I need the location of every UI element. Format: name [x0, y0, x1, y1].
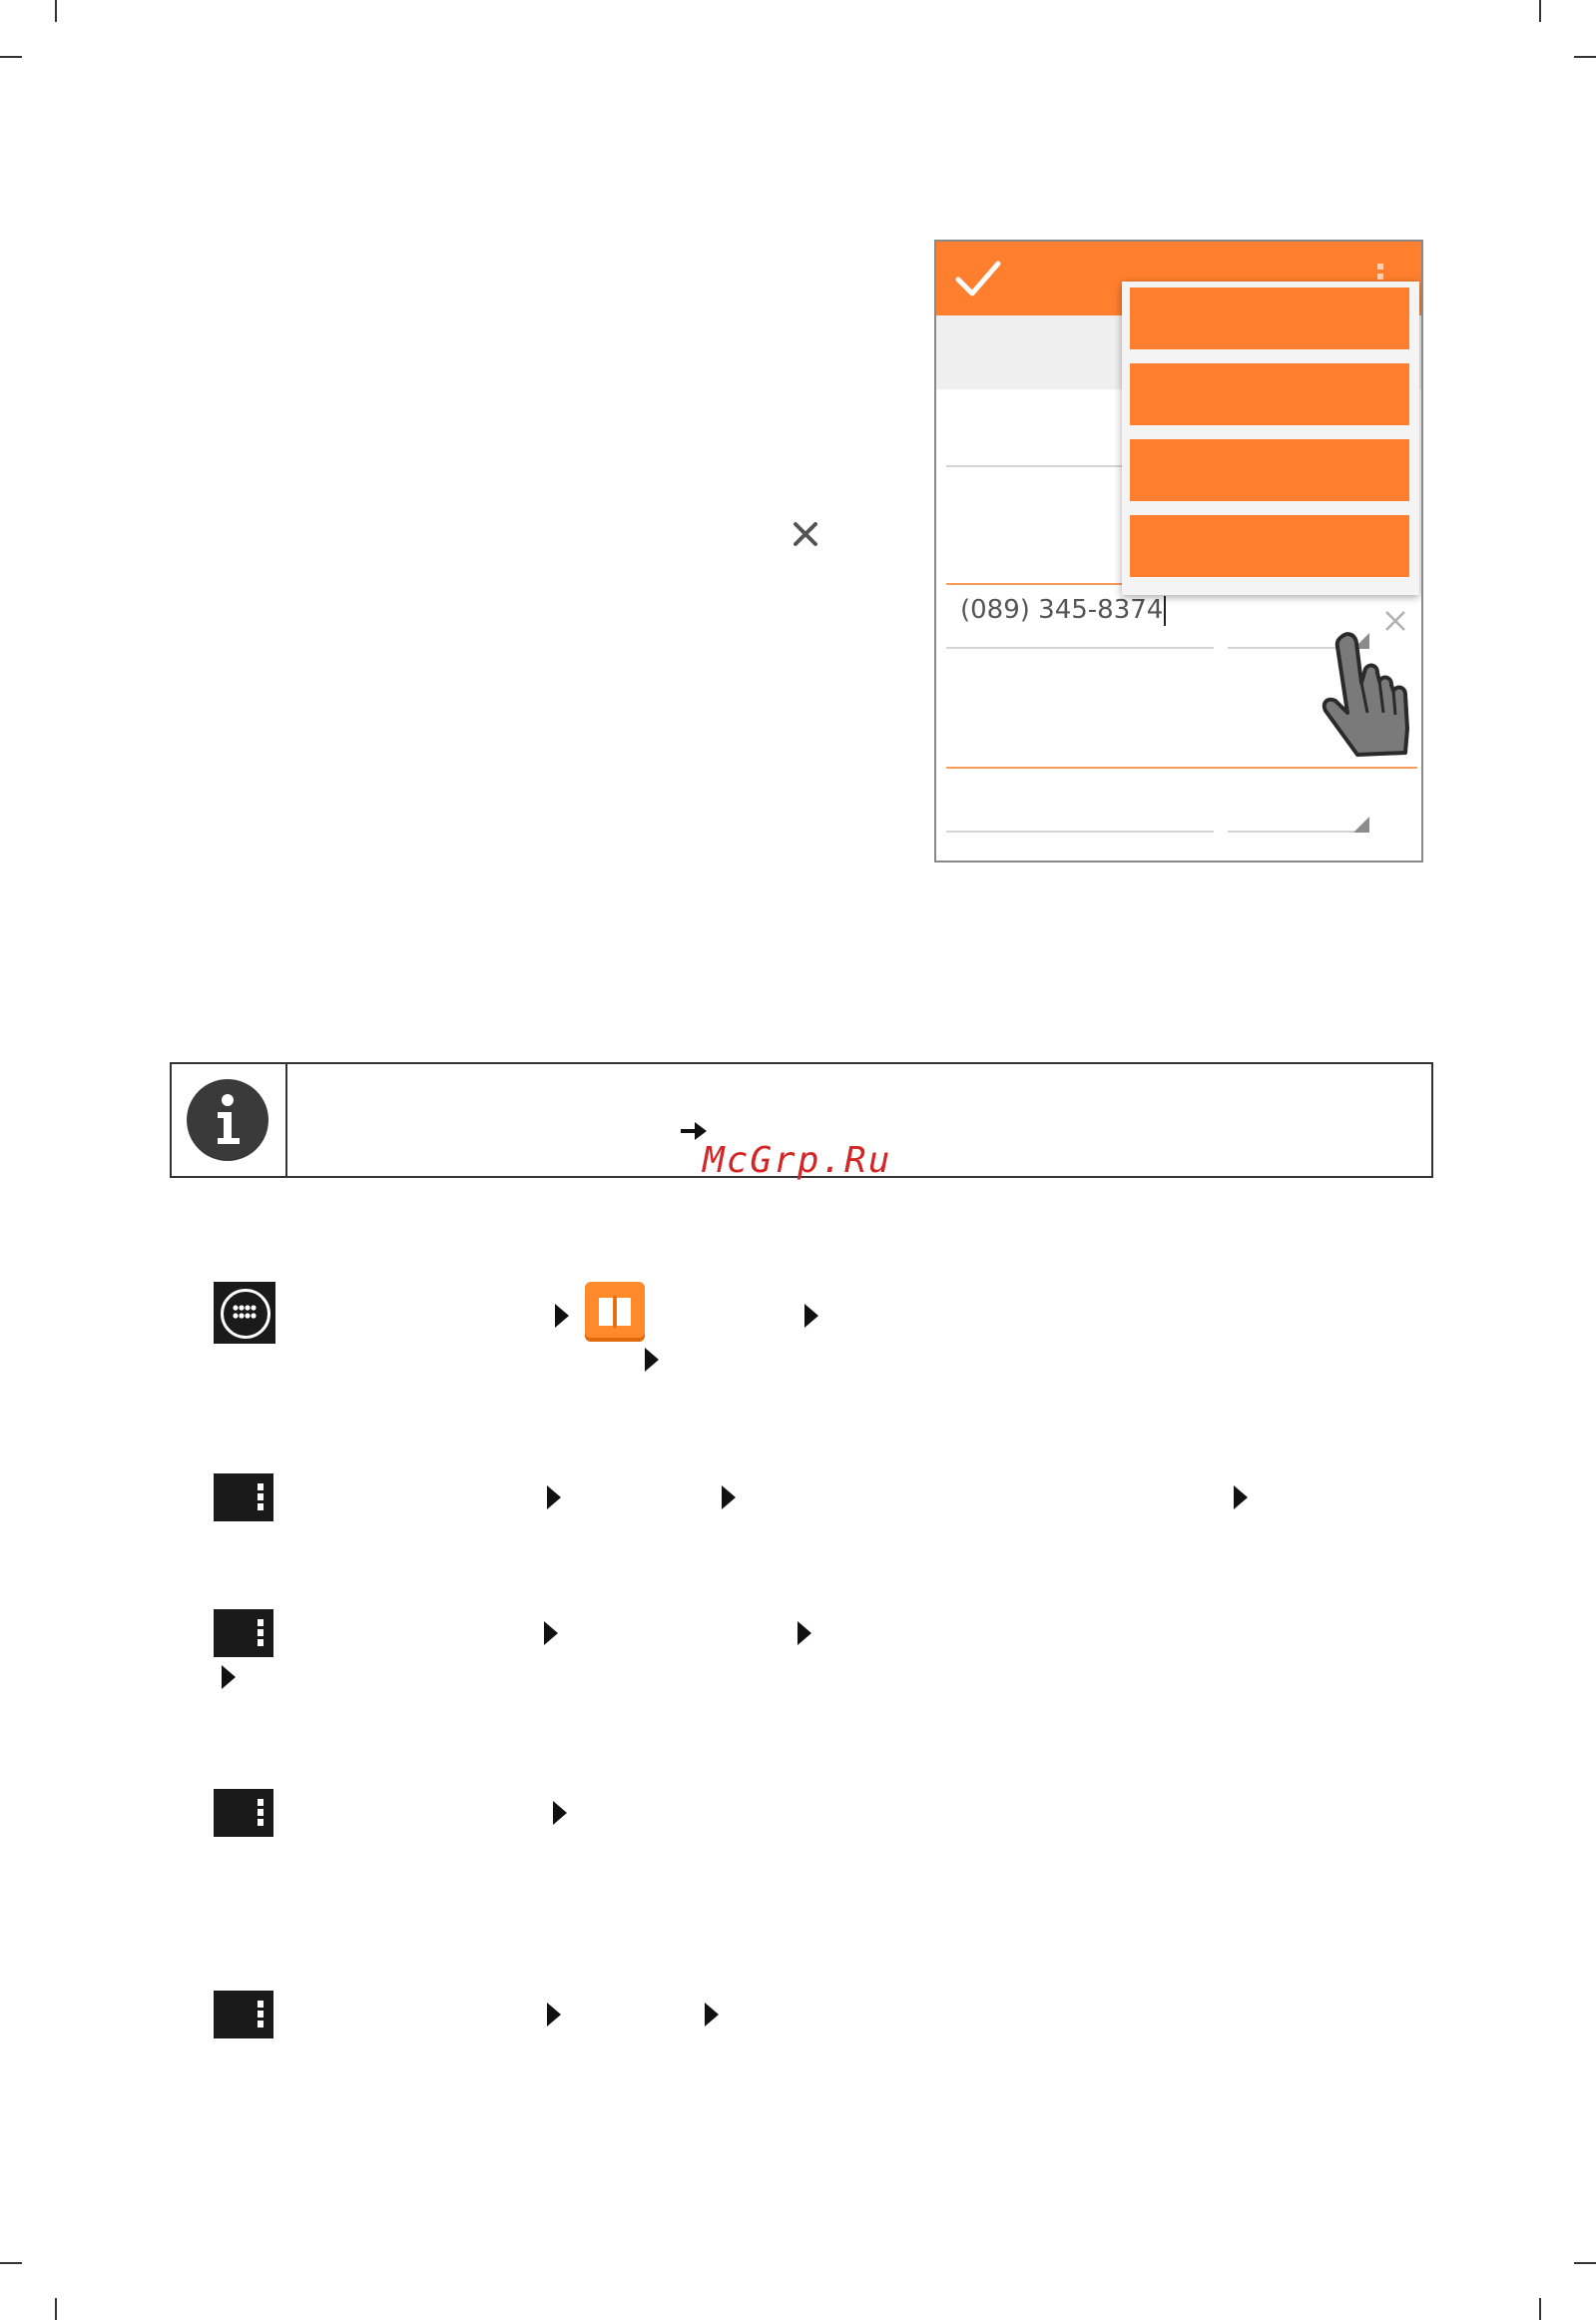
- right-arrow-icon: [679, 1120, 709, 1142]
- phone-number-input[interactable]: (089) 345-8374: [960, 595, 1166, 626]
- field-underline: [1228, 831, 1367, 833]
- check-icon[interactable]: [954, 256, 1002, 301]
- crop-mark: [1539, 2298, 1541, 2320]
- watermark: McGrp.Ru: [703, 1140, 892, 1181]
- step-arrow: [544, 1621, 558, 1645]
- crop-mark: [55, 0, 57, 22]
- step-arrow: [722, 1485, 736, 1509]
- crop-mark: [0, 2262, 22, 2264]
- step-arrow: [705, 2003, 719, 2027]
- step-arrow: [547, 2003, 561, 2027]
- step-arrow: [645, 1348, 659, 1372]
- field-underline: [946, 465, 1122, 467]
- overflow-menu-icon: [214, 1473, 273, 1521]
- step-arrow: [798, 1621, 811, 1645]
- crop-mark: [55, 2298, 57, 2320]
- step-arrow: [555, 1304, 569, 1328]
- section-divider: [946, 583, 1122, 585]
- step-arrow: [553, 1801, 567, 1825]
- crop-mark: [1539, 0, 1541, 22]
- step-arrow: [1234, 1485, 1248, 1509]
- menu-item[interactable]: [1130, 515, 1409, 577]
- step-arrow: [547, 1485, 561, 1509]
- overflow-menu-icon: [214, 1991, 273, 2038]
- info-icon: [186, 1078, 269, 1162]
- phone-screenshot: [934, 240, 1423, 863]
- pointing-hand-icon: [1316, 629, 1423, 759]
- apps-icon: [214, 1282, 275, 1344]
- step-arrow: [804, 1304, 818, 1328]
- info-icon-cell: [172, 1064, 287, 1176]
- section-divider: [946, 767, 1417, 769]
- field-underline: [946, 831, 1214, 833]
- close-icon: [791, 519, 820, 549]
- menu-item[interactable]: [1130, 288, 1409, 349]
- menu-item[interactable]: [1130, 363, 1409, 425]
- menu-item[interactable]: [1130, 439, 1409, 501]
- overflow-menu-icon: [214, 1609, 273, 1657]
- crop-mark: [1574, 56, 1596, 58]
- crop-mark: [1574, 2262, 1596, 2264]
- dropdown-indicator[interactable]: [1353, 817, 1369, 833]
- overflow-menu-icon: [214, 1789, 273, 1837]
- field-underline: [946, 647, 1214, 649]
- contacts-book-icon: [585, 1282, 645, 1342]
- step-arrow: [222, 1665, 236, 1689]
- popup-menu: [1122, 282, 1419, 595]
- crop-mark: [0, 56, 22, 58]
